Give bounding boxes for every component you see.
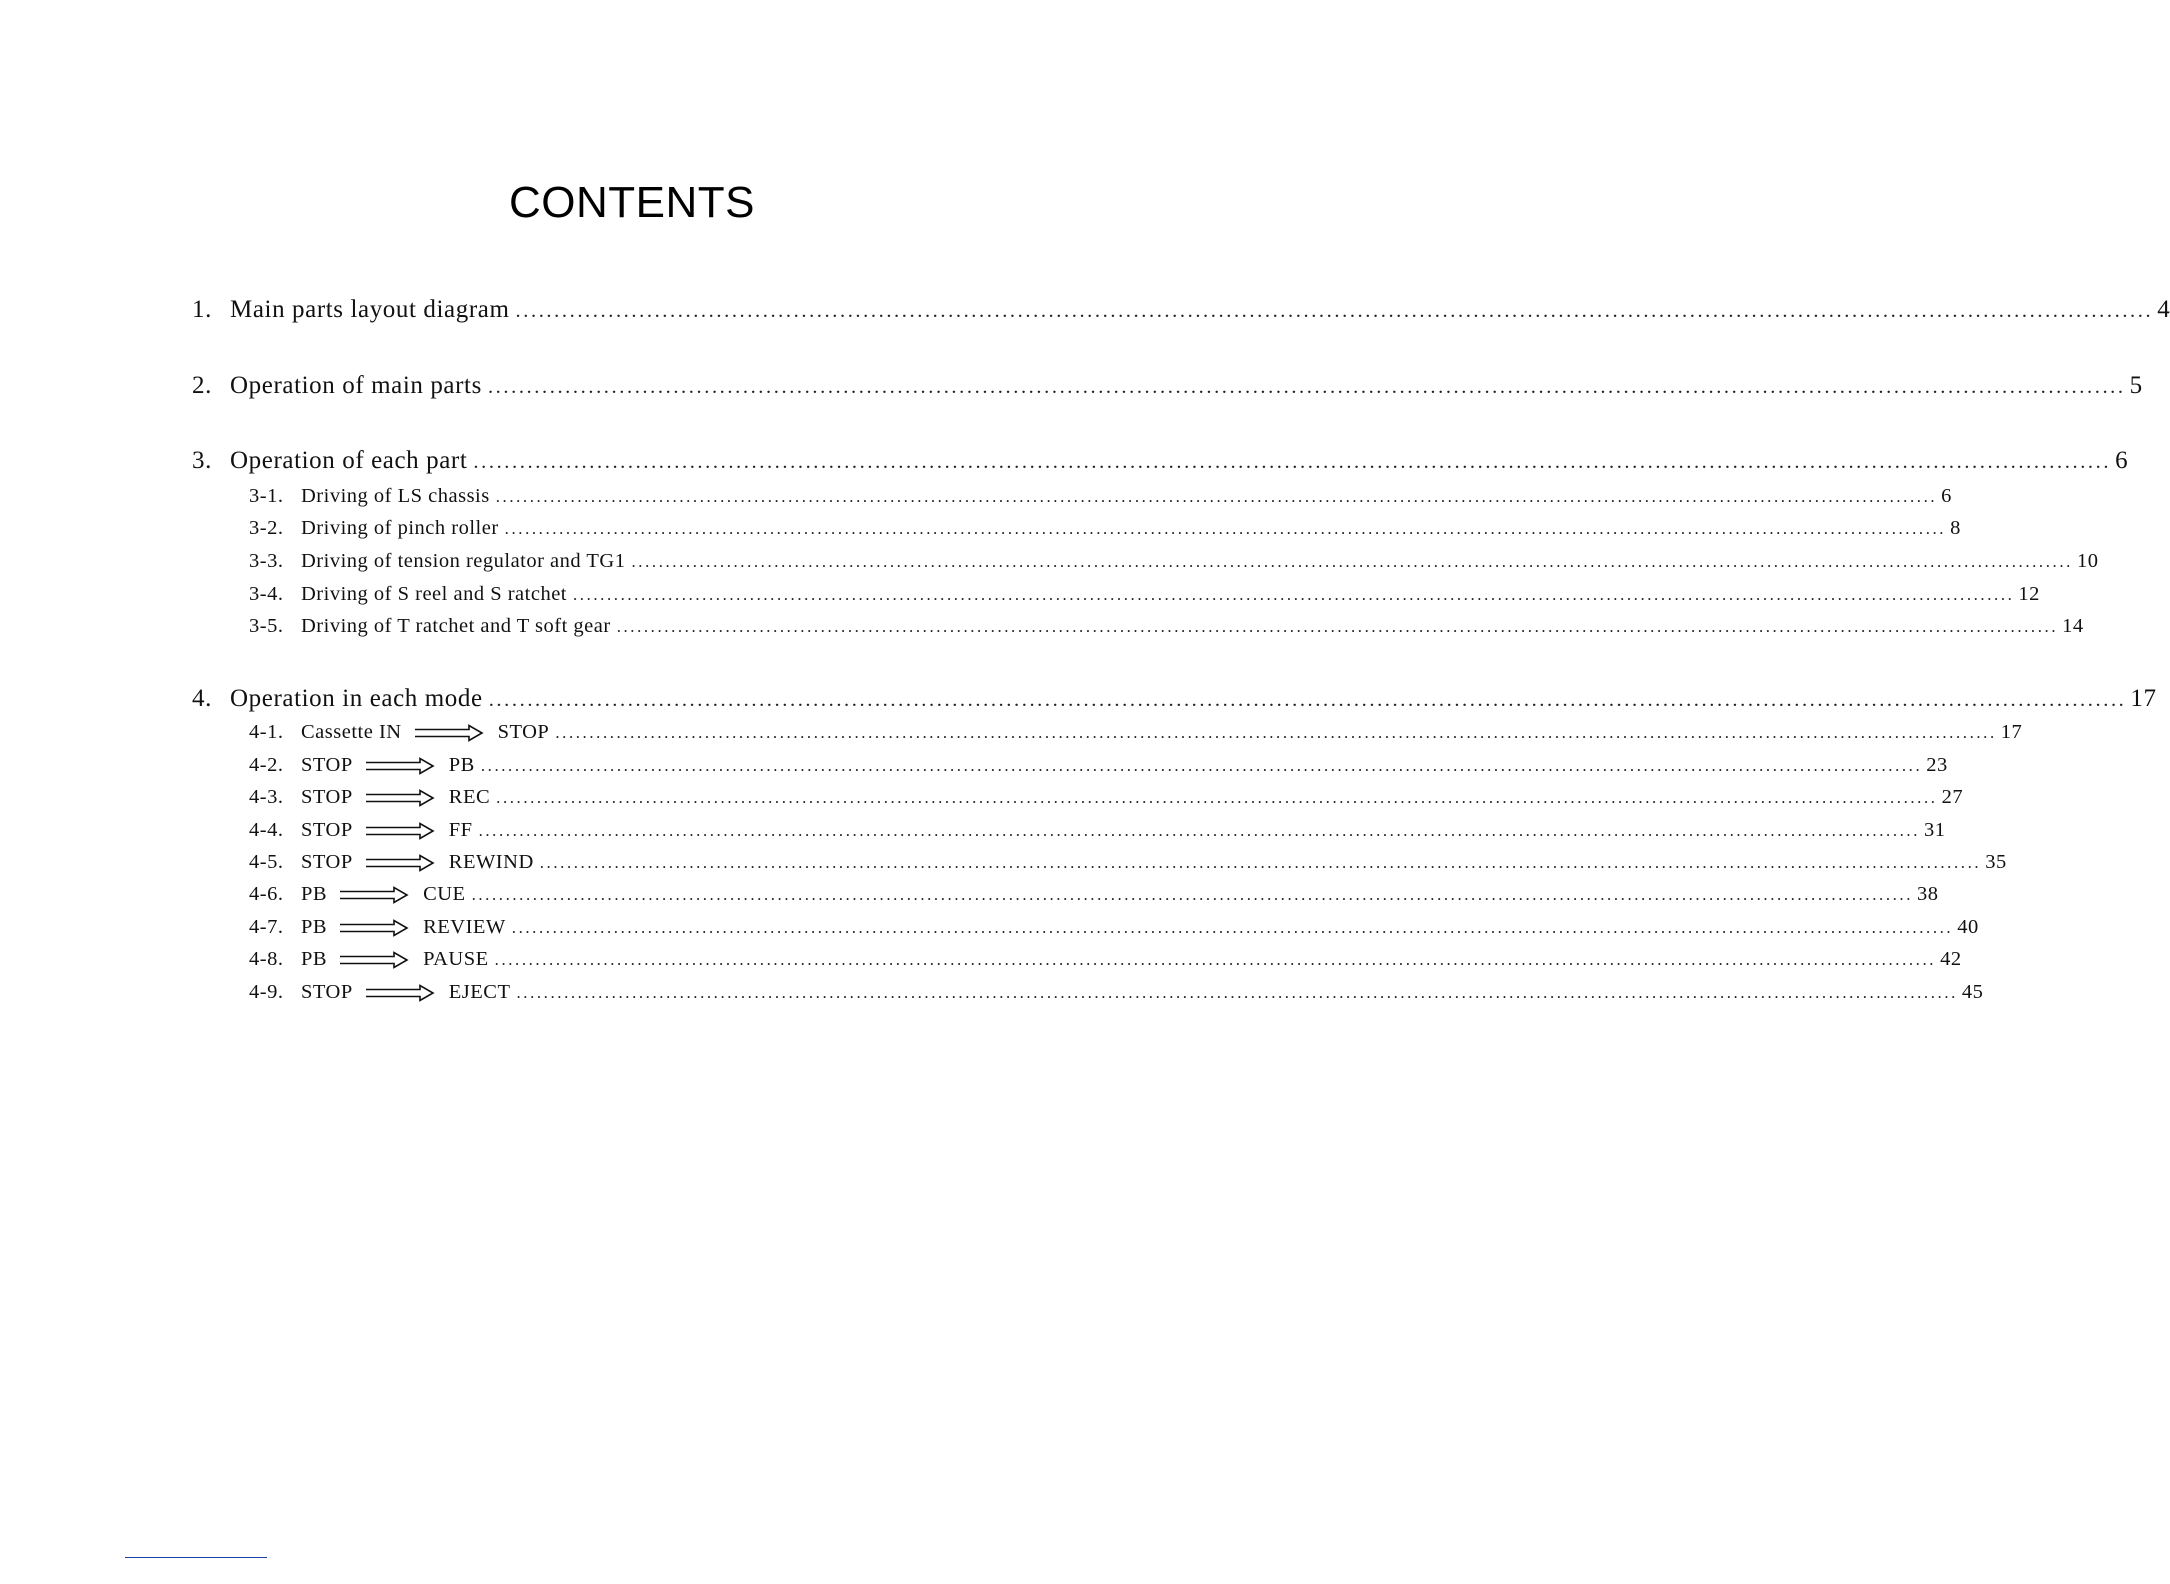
entry-number: 4-5. <box>249 851 284 873</box>
transition-arrow-icon <box>414 724 484 742</box>
page-number: 5 <box>2129 372 2143 399</box>
entry-title: Driving of S reel and S ratchet <box>301 583 567 605</box>
mode-from: STOP <box>301 754 353 776</box>
entry-number: 4-2. <box>249 754 284 776</box>
page-number: 35 <box>1985 851 2007 873</box>
leader-dots: .................................................................................................................................................................................................................... <box>616 617 2059 636</box>
entry-number: 3-3. <box>249 550 284 572</box>
page-title: CONTENTS <box>509 178 755 227</box>
entry-number: 2. <box>192 372 212 399</box>
mode-from: STOP <box>301 786 353 808</box>
transition-arrow-icon <box>365 789 435 807</box>
toc-entry-4-2[interactable] <box>249 754 1948 777</box>
leader-dots: .................................................................................................................................................................................................................... <box>471 885 1914 904</box>
leader-dots: .................................................................................................................................................................................................................... <box>478 821 1921 840</box>
entry-number: 4-1. <box>249 721 284 743</box>
entry-title <box>301 786 490 809</box>
leader-dots: .................................................................................................................................................................................................................... <box>495 487 1938 506</box>
page-number: 17 <box>2000 721 2023 743</box>
leader-dots: .................................................................................................................................................................................................................... <box>511 918 1954 937</box>
transition-arrow-icon <box>339 919 409 937</box>
transition-arrow-icon <box>339 951 409 969</box>
mode-from: Cassette IN <box>301 721 402 743</box>
leader-dots: .................................................................................................................................................................................................................... <box>487 376 2126 398</box>
leader-dots: .................................................................................................................................................................................................................... <box>631 552 2073 571</box>
entry-number: 4-9. <box>249 981 284 1003</box>
entry-number: 4-8. <box>249 948 284 970</box>
mode-from: STOP <box>301 981 353 1003</box>
entry-title: Driving of LS chassis <box>301 485 490 507</box>
page-number: 17 <box>2130 685 2157 712</box>
entry-title <box>301 721 549 744</box>
transition-arrow-icon <box>365 854 435 872</box>
leader-dots: .................................................................................................................................................................................................................... <box>515 300 2154 322</box>
page-number: 4 <box>2157 296 2170 323</box>
leader-dots: .................................................................................................................................................................................................................... <box>555 723 1997 742</box>
toc-entry-3-4[interactable] <box>249 583 2040 606</box>
mode-to: REC <box>448 786 491 808</box>
entry-number: 4-6. <box>249 883 284 905</box>
entry-number: 3-5. <box>249 615 284 637</box>
entry-number: 4-3. <box>249 786 284 808</box>
page-number: 45 <box>1961 981 1984 1003</box>
entry-title <box>301 851 534 874</box>
page-number: 8 <box>1950 517 1961 539</box>
entry-number: 3. <box>192 447 212 474</box>
toc-entry-4-9[interactable] <box>249 981 1984 1004</box>
toc-entry-3-2[interactable] <box>249 517 1961 540</box>
entry-number: 3-1. <box>249 485 284 507</box>
entry-number: 3-2. <box>249 517 284 539</box>
toc-entry-4-5[interactable] <box>249 851 2007 874</box>
leader-dots: .................................................................................................................................................................................................................... <box>480 756 1923 775</box>
entry-title <box>301 916 506 939</box>
leader-dots: .................................................................................................................................................................................................................... <box>539 853 1982 872</box>
leader-dots: .................................................................................................................................................................................................................... <box>473 451 2112 473</box>
transition-arrow-icon <box>365 757 435 775</box>
mode-to: EJECT <box>448 981 511 1003</box>
entry-title <box>301 948 489 971</box>
bottom-link-underline <box>125 1557 267 1558</box>
entry-title <box>301 981 510 1004</box>
page-number: 27 <box>1941 786 1964 808</box>
entry-title <box>301 819 473 842</box>
page-number: 12 <box>2018 583 2040 605</box>
toc-entry-4-7[interactable] <box>249 916 1979 939</box>
transition-arrow-icon <box>365 822 435 840</box>
page-number: 31 <box>1924 819 1946 841</box>
mode-from: PB <box>301 883 328 905</box>
page-number: 40 <box>1957 916 1979 938</box>
entry-title <box>301 754 475 777</box>
page-number: 6 <box>1941 485 1952 507</box>
entry-title: Operation of main parts <box>230 372 482 399</box>
toc-entry-2[interactable] <box>192 372 2143 400</box>
toc-entry-3-3[interactable] <box>249 550 2099 573</box>
toc-entry-4-8[interactable] <box>249 948 1962 971</box>
leader-dots: .................................................................................................................................................................................................................... <box>496 788 1938 807</box>
entry-number: 4-7. <box>249 916 284 938</box>
toc-entry-4[interactable] <box>192 685 2157 713</box>
entry-number: 4. <box>192 685 212 712</box>
mode-from: PB <box>301 916 328 938</box>
transition-arrow-icon <box>339 886 409 904</box>
mode-to: REVIEW <box>423 916 506 938</box>
page-number: 42 <box>1940 948 1962 970</box>
entry-title: Driving of T ratchet and T soft gear <box>301 615 611 637</box>
leader-dots: .................................................................................................................................................................................................................... <box>516 983 1958 1002</box>
mode-to: PAUSE <box>423 948 489 970</box>
page-number: 10 <box>2076 550 2099 572</box>
entry-title: Operation in each mode <box>230 685 483 712</box>
leader-dots: .................................................................................................................................................................................................................... <box>494 950 1937 969</box>
mode-to: REWIND <box>448 851 534 873</box>
mode-to: PB <box>448 754 475 776</box>
mode-to: FF <box>448 819 473 841</box>
entry-title: Driving of tension regulator and TG1 <box>301 550 626 572</box>
page-number: 38 <box>1917 883 1939 905</box>
entry-number: 1. <box>192 296 212 323</box>
toc-entry-3[interactable] <box>192 447 2129 475</box>
page-number: 14 <box>2062 615 2084 637</box>
mode-to: STOP <box>497 721 550 743</box>
transition-arrow-icon <box>365 984 435 1002</box>
toc-entry-3-5[interactable] <box>249 615 2084 638</box>
entry-number: 4-4. <box>249 819 284 841</box>
mode-to: CUE <box>423 883 466 905</box>
toc-entry-1[interactable] <box>192 296 2170 324</box>
mode-from: STOP <box>301 851 353 873</box>
entry-title: Driving of pinch roller <box>301 517 499 539</box>
leader-dots: .................................................................................................................................................................................................................... <box>572 585 2015 604</box>
entry-title: Main parts layout diagram <box>230 296 510 323</box>
toc-entry-4-6[interactable] <box>249 883 1939 906</box>
entry-number: 3-4. <box>249 583 284 605</box>
entry-title <box>301 883 466 906</box>
leader-dots: .................................................................................................................................................................................................................... <box>488 689 2127 711</box>
toc-entry-4-4[interactable] <box>249 819 1946 842</box>
entry-title: Operation of each part <box>230 447 468 474</box>
mode-from: STOP <box>301 819 353 841</box>
mode-from: PB <box>301 948 328 970</box>
page-number: 23 <box>1926 754 1948 776</box>
leader-dots: .................................................................................................................................................................................................................... <box>504 519 1947 538</box>
toc-entry-4-3[interactable] <box>249 786 1964 809</box>
page-number: 6 <box>2115 447 2129 474</box>
toc-entry-4-1[interactable] <box>249 721 2023 744</box>
toc-entry-3-1[interactable] <box>249 485 1952 508</box>
